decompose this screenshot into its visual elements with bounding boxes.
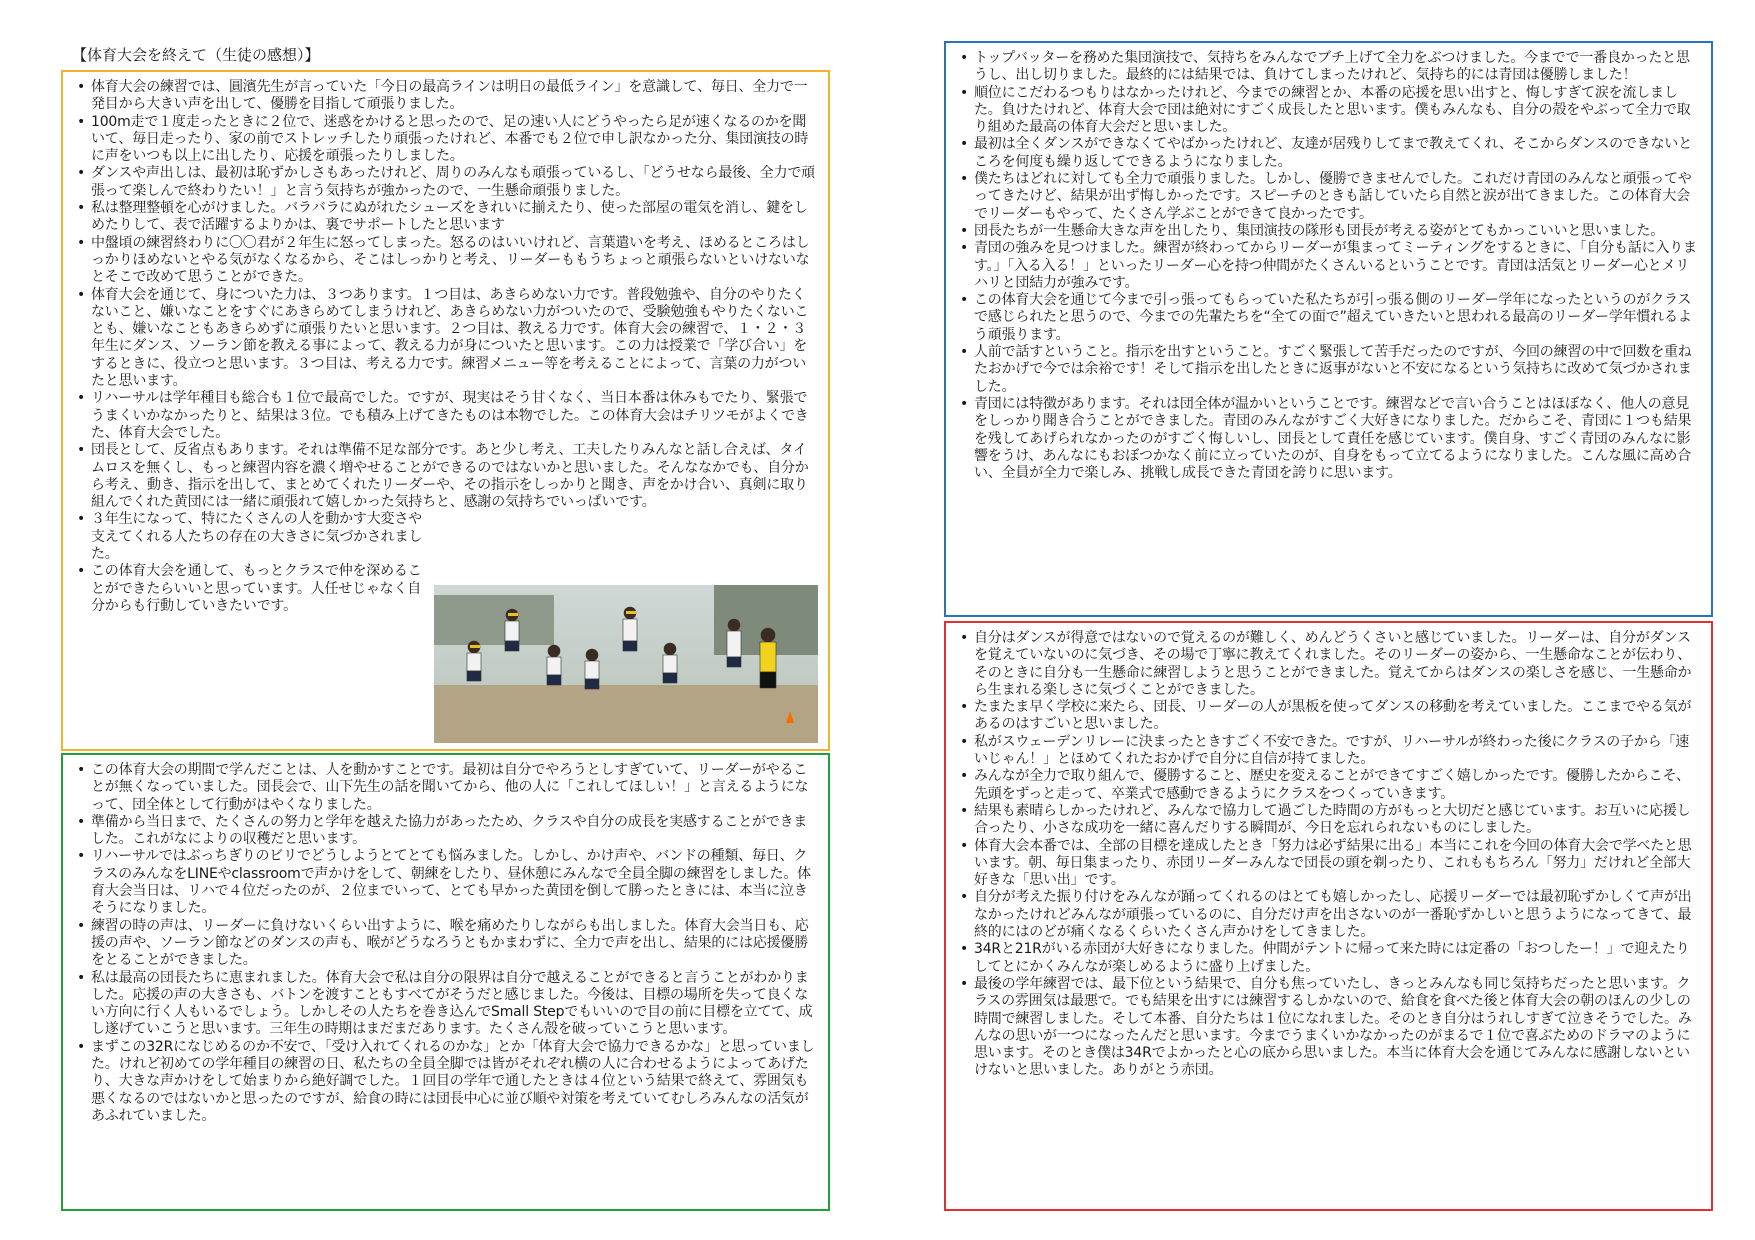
list-item: • 人前で話すということ。指示を出すということ。すごく緊張して苦手だったのですが、今回の練習の中で回数を重ねたおかげで今では余裕です！そして指示を出したときに返事がないと不安になるという気持ちに改めて気づかされました。: [958, 344, 1701, 396]
list-item: • ダンスや声出しは、最初は恥ずかしさもあったけれど、周りのみんなも頑張っているし、「どうせなら最後、全力で頑張って楽しんで終わりたい！」と言う気持ちが強かったので、一生懸命頑張りました。: [75, 165, 818, 200]
list-item: • トップバッターを務めた集団演技で、気持ちをみんなでブチ上げて全力をぶつけました。今までで一番良かったと思うし、出し切りました。最終的には結果では、負けてしまったけれど、気持ち的には青団は優勝しました！: [958, 50, 1701, 85]
list-item: • 青団には特徴があります。それは団全体が温かいということです。練習などで言い合うことはほぼなく、他人の意見をしっかり聞き合うことができました。青団のみんながすごく大好きになりました。だからこそ、青団に１つも結果を残してあげられなかったのがすごく悔しいし、団長として責任を感じています。僕自身、すごく青団のみんなに影響をうけ、あんなにもおぼつかなく前に立っていたのが、自身をもって立てるようになりました。こんな風に高め合い、全員が全力で楽しみ、挑戦し成長できた青団を誇りに思います。: [958, 396, 1701, 482]
list-item: • 順位にこだわるつもりはなかったけれど、今までの練習とか、本番の応援を思い出すと、悔しすぎて涙を流しました。負けたけれど、体育大会で団は絶対にすごく成長したと思います。僕もみんなも、自分の殻をやぶって全力で取り組めた最高の体育大会だと思いました。: [958, 85, 1701, 137]
list-item: • 体育大会を通じて、身についた力は、３つあります。１つ目は、あきらめない力です。普段勉強や、自分のやりたくないこと、嫌いなことをすぐにあきらめてしまうけれど、あきらめない力がついたので、受験勉強もやりたくないことも、嫌いなこともあきらめずに頑張りたいと思います。２つ目は、教える力です。体育大会の練習で、１・２・３年生にダンス、ソーラン節を教える事によって、教える力が身についたと思います。この力は授業で「学び合い」をするときに、役立つと思います。３つ目は、考える力です。練習メニュー等を考えることによって、言葉の力がついたと思います。: [75, 287, 818, 391]
yellow-team-box: [61, 70, 830, 751]
list-item: • 青団の強みを見つけました。練習が終わってからリーダーが集まってミーティングをするときに、「自分も話に入ります。」「入る入る！」といったリーダー心を持つ仲間がたくさんいるということです。青団は活気とリーダー心とメリハリと団結力が強みです。: [958, 240, 1701, 292]
list-item: • 最初は全くダンスができなくてやばかったけれど、友達が居残りしてまで教えてくれ、そこからダンスのできないところを何度も繰り返してできるようになりました。: [958, 136, 1701, 171]
list-item: • 中盤頃の練習終わりに〇〇君が２年生に怒ってしまった。怒るのはいいけれど、言葉遣いを考え、ほめるところはしっかりほめないとやる気がなくなるから、そこはしっかりと考え、リーダーももうちょっと頑張らないといけないなとそこで改めて思うことができた。: [75, 235, 818, 287]
list-item: • 34Rと21Rがいる赤団が大好きになりました。仲間がテントに帰って来た時には定番の「おつしたー！」で迎えたりしてとにかくみんなが楽しめるように盛り上げました。: [958, 941, 1701, 976]
yellow-list: [75, 79, 818, 615]
page-heading: 【体育大会を終えて（生徒の感想）】: [72, 46, 320, 64]
sports-day-photo-icon: [434, 585, 818, 743]
list-item: • ３年生になって、特にたくさんの人を動かす大変さや支えてくれる人たちの存在の大きさに気づかされました。: [75, 511, 426, 563]
list-item: • 準備から当日まで、たくさんの努力と学年を越えた協力があったため、クラスや自分の成長を実感することができました。これがなによりの収穫だと思います。: [75, 814, 818, 849]
green-team-box: [61, 753, 830, 1211]
list-item: • みんなが全力で取り組んで、優勝すること、歴史を変えることができてすごく嬉しかったです。優勝したからこそ、先頭をずっと走って、卒業式で感動できるようにクラスをつくっていきます。: [958, 768, 1701, 803]
green-list: [75, 762, 818, 1125]
list-item: • 100m走で１度走ったときに２位で、迷惑をかけると思ったので、足の速い人にどうやったら足が速くなるのかを聞いて、毎日走ったり、家の前でストレッチしたり頑張ったけれど、本番でも２位で申し訳なかった分、集団演技の時に声をいつも以上に出したり、応援を頑張ったりしました。: [75, 114, 818, 166]
list-item: • まずこの32Rになじめるのか不安で、「受け入れてくれるのかな」とか「体育大会で協力できるかな」と思っていました。けれど初めての学年種目の練習の日、私たちの全員全脚では皆がそれぞれ横の人に合わせるようによってあげたり、大きな声かけをして始まりから絶好調でした。１回目の学年で通したときは４位という結果で終えて、雰囲気も悪くなるのではないかと思ったのですが、給食の時には団長中心に並び順や対策を考えていてむしろみんなの活気があふれていました。: [75, 1039, 818, 1125]
red-list: [958, 630, 1701, 1080]
list-item: • 自分が考えた振り付けをみんなが踊ってくれるのはとても嬉しかったし、応援リーダーでは最初恥ずかしくて声が出なかったけれどみんなが頑張っているのに、自分だけ声を出さないのが一番恥ずかしいと思うようになってきて、最終的にはのどが痛くなるくらいたくさん声かけをしてきました。: [958, 889, 1701, 941]
list-item: • 私は整理整頓を心がけました。バラバラにぬがれたシューズをきれいに揃えたり、使った部屋の電気を消し、鍵をしめたりして、表で活躍するよりかは、裏でサポートしたと思います: [75, 200, 818, 235]
list-item: • 体育大会本番では、全部の目標を達成したとき「努力は必ず結果に出る」本当にこれを今回の体育大会で学べたと思います。朝、毎日集まったり、赤団リーダーみんなで団長の頭を剃ったり、これももちろん「努力」だけれど全部大好きな「思い出」です。: [958, 838, 1701, 890]
list-item: • 練習の時の声は、リーダーに負けないくらい出すように、喉を痛めたりしながらも出しました。体育大会当日も、応援の声や、ソーラン節などのダンスの声も、喉がどうなろうともかまわずに、全力で声を出し、結果的には応援優勝をとることができました。: [75, 918, 818, 970]
list-item: • 自分はダンスが得意ではないので覚えるのが難しく、めんどうくさいと感じていました。リーダーは、自分がダンスを覚えていないのに気づき、その場で丁寧に教えてくれました。そのリーダーの姿から、一生懸命なことが伝わり、そのときに自分も一生懸命に練習しようと思うことができました。覚えてからはダンスの楽しさを感じ、一生懸命から生まれる楽しさに気づくことができました。: [958, 630, 1701, 699]
list-item: • 結果も素晴らしかったけれど、みんなで協力して過ごした時間の方がもっと大切だと感じています。お互いに応援し合ったり、小さな成功を一緒に喜んだりする瞬間が、今日を忘れられないものにしました。: [958, 803, 1701, 838]
list-item: • 団長として、反省点もあります。それは準備不足な部分です。あと少し考え、工夫したりみんなと話し合えば、タイムロスを無くし、もっと練習内容を濃く増やせることができるのではないかと思いました。そんななかでも、自分から考え、動き、指示を出して、まとめてくれたリーダーや、その指示をしっかりと聞き、声をかけ合い、真剣に取り組んでくれた黄団には一緒に頑張れて嬉しかった気持ちと、感謝の気持ちでいっぱいです。: [75, 442, 818, 511]
list-item: • 私は最高の団長たちに恵まれました。体育大会で私は自分の限界は自分で越えることができると言うことがわかりました。応援の声の大きさも、バトンを渡すこともすべてがそうだと感じました。今後は、目標の場所を失って良くない方向に行く人もいるでしょう。しかしその人たちを巻き込んでSmall Stepでもいいので目の前に目標を立てて、成し遂げていこうと思います。三年生の時期はまだまだあります。たくさん殻を破っていこうと思います。: [75, 970, 818, 1039]
red-team-box: [944, 621, 1713, 1211]
list-item: • 僕たちはどれに対しても全力で頑張りました。しかし、優勝できませんでした。これだけ青団のみんなと頑張ってやってきたけど、結果が出ず悔しかったです。スピーチのときも話していたら自然と涙が出てきました。この体育大会でリーダーもやって、たくさん学ぶことができて良かったです。: [958, 171, 1701, 223]
list-item: • この体育大会を通じて今まで引っ張ってもらっていた私たちが引っ張る側のリーダー学年になったというのがクラスで感じられたと思うので、今までの先輩たちを“全ての面で”超えていきたいと思われる最高のリーダー学年慣れるよう頑張ります。: [958, 292, 1701, 344]
list-item: • この体育大会の期間で学んだことは、人を動かすことです。最初は自分でやろうとしすぎていて、リーダーがやることが無くなっていました。団長会で、山下先生の話を聞いてから、他の人に「これしてほしい！」と言えるようになって、団全体として行動がはやくなりました。: [75, 762, 818, 814]
blue-team-box: [944, 41, 1713, 617]
blue-list: [958, 50, 1701, 482]
list-item: • 最後の学年練習では、最下位という結果で、自分も焦っていたし、きっとみんなも同じ気持ちだったと思います。クラスの雰囲気は最悪で。でも結果を出すには練習するしかないので、給食を食べた後と体育大会の朝のほんの少しの時間で練習しました。そして本番、自分たちは１位になれました。そのとき自分はうれしすぎて泣きそうでした。みんなの思いが一つになったんだと思います。今までうまくいかなかったのがまるで１位で喜ぶためのドラマのように思います。そのとき僕は34Rでよかったと心の底から思いました。本当に体育大会を通じてみんなに感謝しないといけないと思いました。ありがとう赤団。: [958, 976, 1701, 1080]
list-item: • リハーサルではぶっちぎりのビリでどうしようとてとても悩みました。しかし、かけ声や、バンドの種類、毎日、クラスのみんなをLINEやclassroomで声かけをして、朝練をしたり、昼休憩にみんなで全員全脚の練習をしました。体育大会当日は、リハで４位だったのが、２位までいって、とても早かった黄団を倒して勝ったときには、本当に泣きそうになりました。: [75, 848, 818, 917]
list-item: • 私がスウェーデンリレーに決まったときすごく不安できた。ですが、リハーサルが終わった後にクラスの子から「速いじゃん！」とほめてくれたおかげで自分に自信が持てました。: [958, 734, 1701, 769]
list-item: • 体育大会の練習では、圓濱先生が言っていた「今日の最高ラインは明日の最低ライン」を意識して、毎日、全力で一発目から大きい声を出して、優勝を目指して頑張りました。: [75, 79, 818, 114]
list-item: • 団長たちが一生懸命大きな声を出したり、集団演技の隊形も団長が考える姿がとてもかっこいいと思いました。: [958, 223, 1701, 240]
list-item: • リハーサルは学年種目も総合も１位で最高でした。ですが、現実はそう甘くなく、当日本番は休みもでたり、緊張でうまくいかなかったりと、結果は３位。でも積み上げてきたものは本物でした。この体育大会はチリツモがよくできた、体育大会でした。: [75, 390, 818, 442]
sports-day-photo: [434, 585, 818, 743]
list-item: • この体育大会を通して、もっとクラスで仲を深めることができたらいいと思っています。人任せじゃなく自分からも行動していきたいです。: [75, 563, 426, 615]
list-item: • たまたま早く学校に来たら、団長、リーダーの人が黒板を使ってダンスの移動を考えていました。ここまでやる気があるのはすごいと思いました。: [958, 699, 1701, 734]
